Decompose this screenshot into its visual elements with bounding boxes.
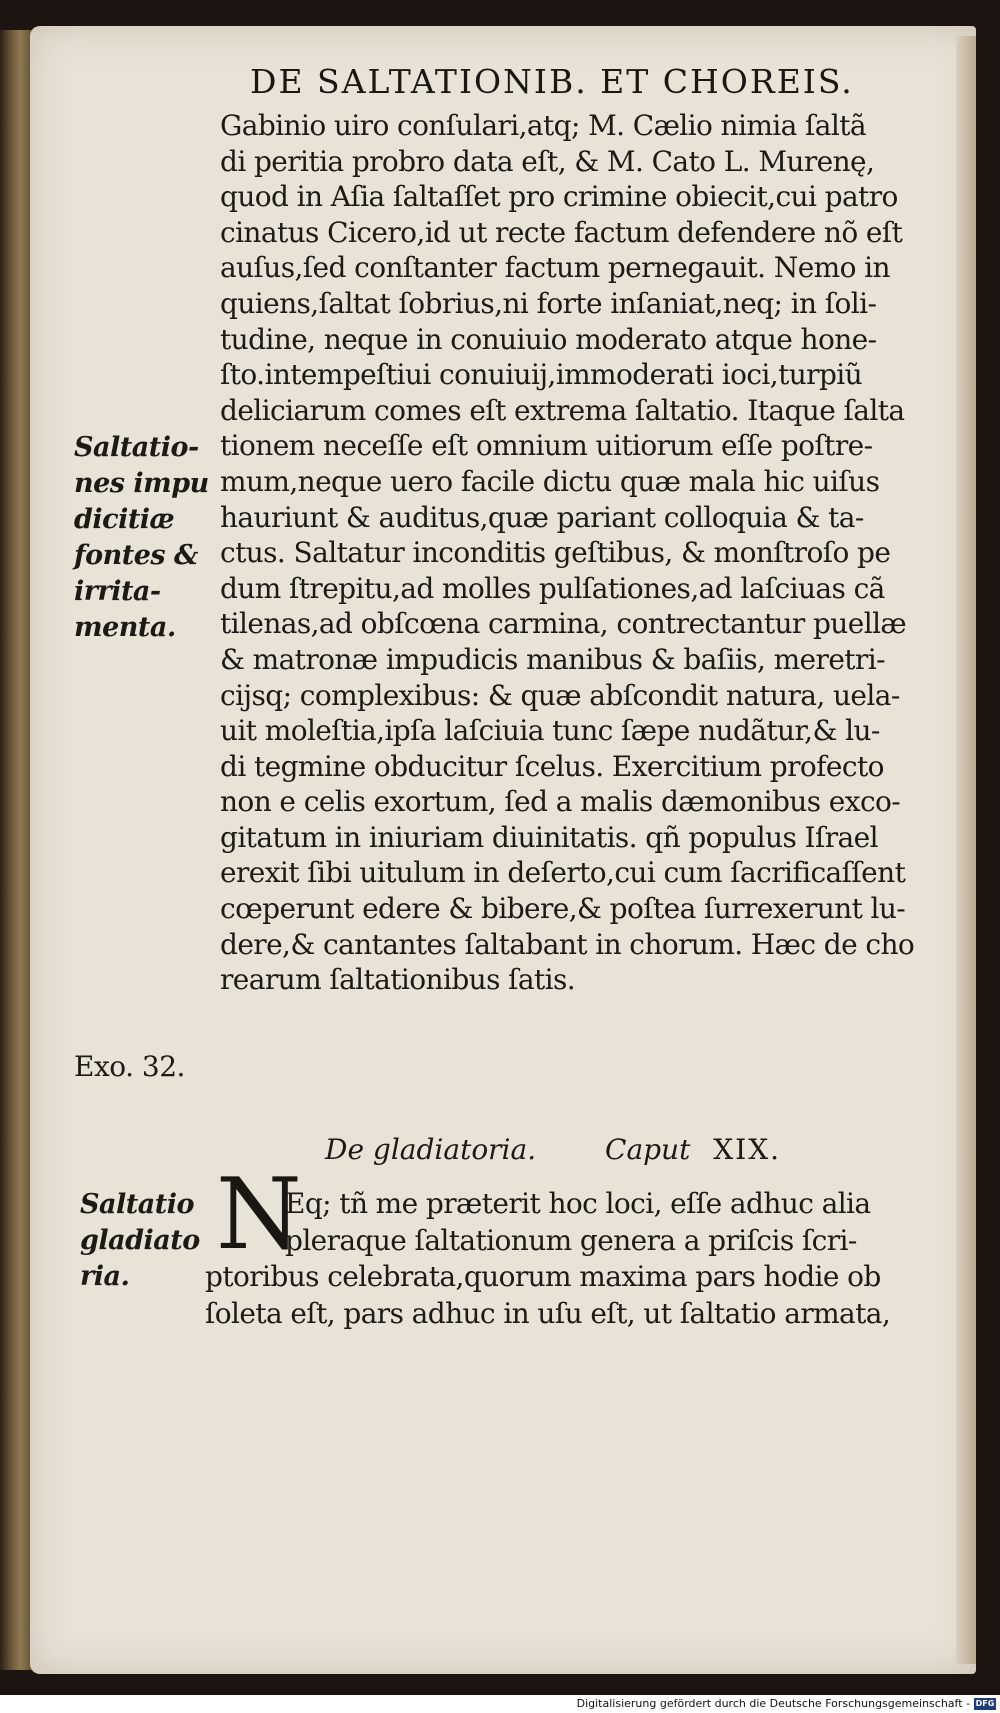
text-line: dere,& cantantes ſaltabant in chorum. Hæc de cho <box>220 927 915 961</box>
text-line: non e celis exortum, ſed a malis dæmonibus exco- <box>220 785 901 819</box>
chapter-title: De gladiatoria. <box>325 1133 537 1166</box>
main-text-block <box>220 108 945 998</box>
text-line: pleraque ſaltationum genera a priſcis ſcri- <box>285 1223 857 1257</box>
margin-note-line: nes impu <box>74 468 209 499</box>
text-line: uit moleſtia,ipſa laſciuia tunc ſæpe nudãtur,& lu- <box>220 714 880 748</box>
margin-note-line: Saltatio- <box>74 432 199 463</box>
book-spine <box>0 30 34 1670</box>
margin-note-gladiatoria <box>80 1187 200 1295</box>
chapter-number: XIX. <box>713 1133 782 1166</box>
text-line: di peritia probro data eſt, & M. Cato L. Murenę, <box>220 144 875 178</box>
margin-note-line: Exo. 32. <box>74 1050 185 1083</box>
text-line: erexit ſibi uitulum in deſerto,cui cum ſacrificaſſent <box>220 856 906 890</box>
margin-note-line: dicitiæ <box>74 504 175 535</box>
margin-note-line: ria. <box>80 1261 130 1292</box>
drop-cap-initial: N <box>216 1158 302 1272</box>
text-line: ſto.intempeſtiui conuiuij,immoderati ioci,turpiũ <box>220 358 863 392</box>
text-line: tionem neceſſe eſt omnium uitiorum eſſe poſtre- <box>220 429 873 463</box>
text-line: tilenas,ad obſcœna carmina, contrectantur puellæ <box>220 607 907 641</box>
text-line: cijsq; complexibus: & quæ abſcondit natura, uela- <box>220 678 900 712</box>
chapter-paragraph <box>205 1186 945 1332</box>
text-line: rearum ſaltationibus ſatis. <box>220 963 576 997</box>
text-line: ctus. Saltatur inconditis geſtibus, & monſtroſo pe <box>220 536 891 570</box>
margin-note-line: menta. <box>74 612 176 643</box>
digitization-footer <box>0 1695 1000 1713</box>
margin-note-line: gladiato <box>80 1225 200 1256</box>
page-edge <box>956 36 976 1664</box>
text-line: ſoleta eſt, pars adhuc in uſu eſt, ut ſaltatio armata, <box>205 1296 891 1330</box>
text-line: deliciarum comes eſt extrema ſaltatio. Itaque ſalta <box>220 393 905 427</box>
text-line: tudine, neque in conuiuio moderato atque hone- <box>220 322 877 356</box>
running-head: DE SALTATIONIB. ET CHOREIS. <box>250 62 854 101</box>
text-line: gitatum in iniuriam diuinitatis. qñ populus Iſrael <box>220 820 878 854</box>
margin-note-line: Saltatio <box>80 1189 194 1220</box>
dfg-logo-icon: DFG <box>975 1699 995 1708</box>
text-line: & matronæ impudicis manibus & baſiis, meretri- <box>220 642 885 676</box>
margin-note-line: irrita- <box>74 576 161 607</box>
text-line: ptoribus celebrata,quorum maxima pars hodie ob <box>205 1260 881 1293</box>
margin-note-exodus <box>74 1049 185 1085</box>
margin-note-line: fontes & <box>74 540 198 571</box>
margin-note-saltationes <box>74 430 209 646</box>
text-line: cœperunt edere & bibere,& poſtea ſurrexerunt lu- <box>220 892 906 926</box>
text-line: di tegmine obducitur ſcelus. Exercitium profecto <box>220 749 884 783</box>
text-line: quiens,ſaltat ſobrius,ni forte inſaniat,neq; in ſoli- <box>220 286 877 320</box>
text-line: quod in Aſia ſaltaſſet pro crimine obiecit,cui patro <box>220 180 898 214</box>
text-line: dum ſtrepitu,ad molles pulſationes,ad laſciuas cã <box>220 571 885 605</box>
text-line: Gabinio uiro conſulari,atq; M. Cælio nimia ſaltã <box>220 109 867 142</box>
text-line: cinatus Cicero,id ut recte factum defendere nõ eſt <box>220 215 903 249</box>
chapter-label: Caput <box>605 1133 691 1166</box>
text-line: Eq; tñ me præterit hoc loci, eſſe adhuc alia <box>285 1187 871 1220</box>
chapter-heading <box>325 1133 781 1166</box>
text-line: mum,neque uero facile dictu quæ mala hic uiſus <box>220 464 880 498</box>
text-line: hauriunt & auditus,quæ pariant colloquia & ta- <box>220 500 864 534</box>
funding-credit: Digitalisierung gefördert durch die Deutsche Forschungsgemeinschaft - <box>576 1697 970 1710</box>
text-line: auſus,ſed conſtanter factum pernegauit. Nemo in <box>220 251 890 285</box>
